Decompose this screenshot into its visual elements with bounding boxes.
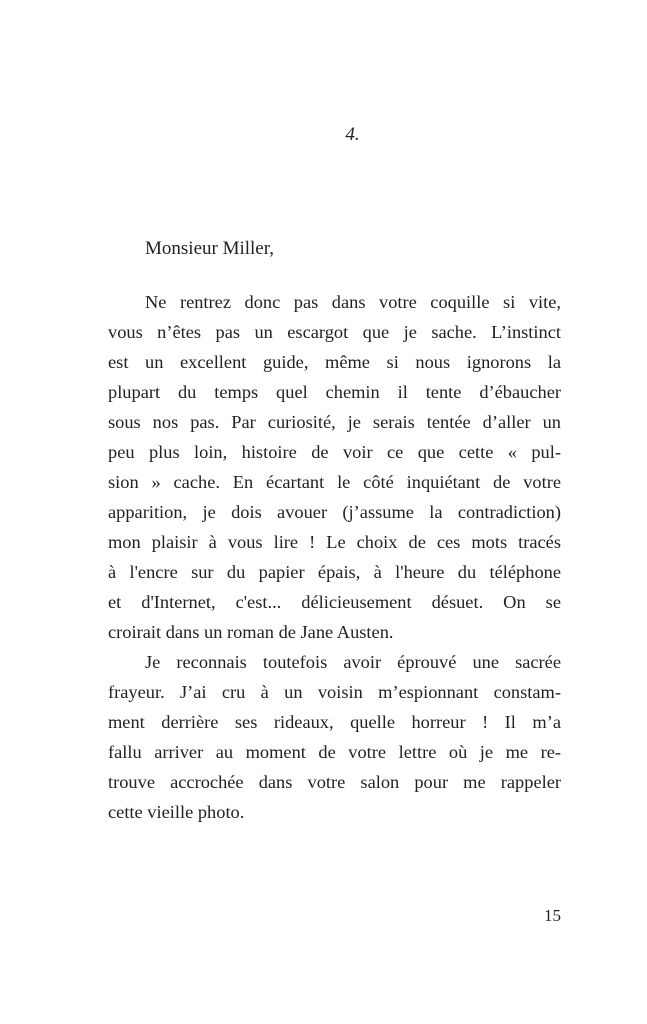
text-line: sous nos pas. Par curiosité, je serais tentée d’aller un [108, 412, 561, 432]
text-line: mon plaisir à vous lire ! Le choix de ces mots tracés [108, 532, 561, 552]
chapter-number: 4. [345, 124, 360, 145]
text-line: sion » cache. En écartant le côté inquiétant de votre [108, 472, 561, 492]
text-line: et d'Internet, c'est... délicieusement désuet. On se [108, 592, 561, 612]
text-line: est un excellent guide, même si nous ignorons la [108, 352, 561, 372]
text-line: trouve accrochée dans votre salon pour me rappeler [108, 772, 561, 792]
text-line: plupart du temps quel chemin il tente d’ébaucher [108, 382, 561, 402]
text-line: vous n’êtes pas un escargot que je sache. L’instinct [108, 322, 561, 342]
text-line: peu plus loin, histoire de voir ce que cette « pul- [108, 442, 561, 462]
text-line: fallu arriver au moment de votre lettre où je me re- [108, 742, 561, 762]
text-line: cette vieille photo. [108, 802, 245, 822]
text-line: ment derrière ses rideaux, quelle horreur ! Il m’a [108, 712, 561, 732]
text-line: frayeur. J’ai cru à un voisin m’espionnant constam- [108, 682, 561, 702]
salutation: Monsieur Miller, [145, 238, 275, 259]
text-line: Ne rentrez donc pas dans votre coquille si vite, [145, 292, 561, 312]
text-line: Je reconnais toutefois avoir éprouvé une sacrée [145, 652, 561, 672]
text-line: à l'encre sur du papier épais, à l'heure du téléphone [108, 562, 561, 582]
text-line: croirait dans un roman de Jane Austen. [108, 622, 394, 642]
text-line: apparition, je dois avouer (j’assume la contradiction) [108, 502, 561, 522]
letter-body [108, 287, 561, 827]
page-number: 15 [544, 906, 561, 925]
